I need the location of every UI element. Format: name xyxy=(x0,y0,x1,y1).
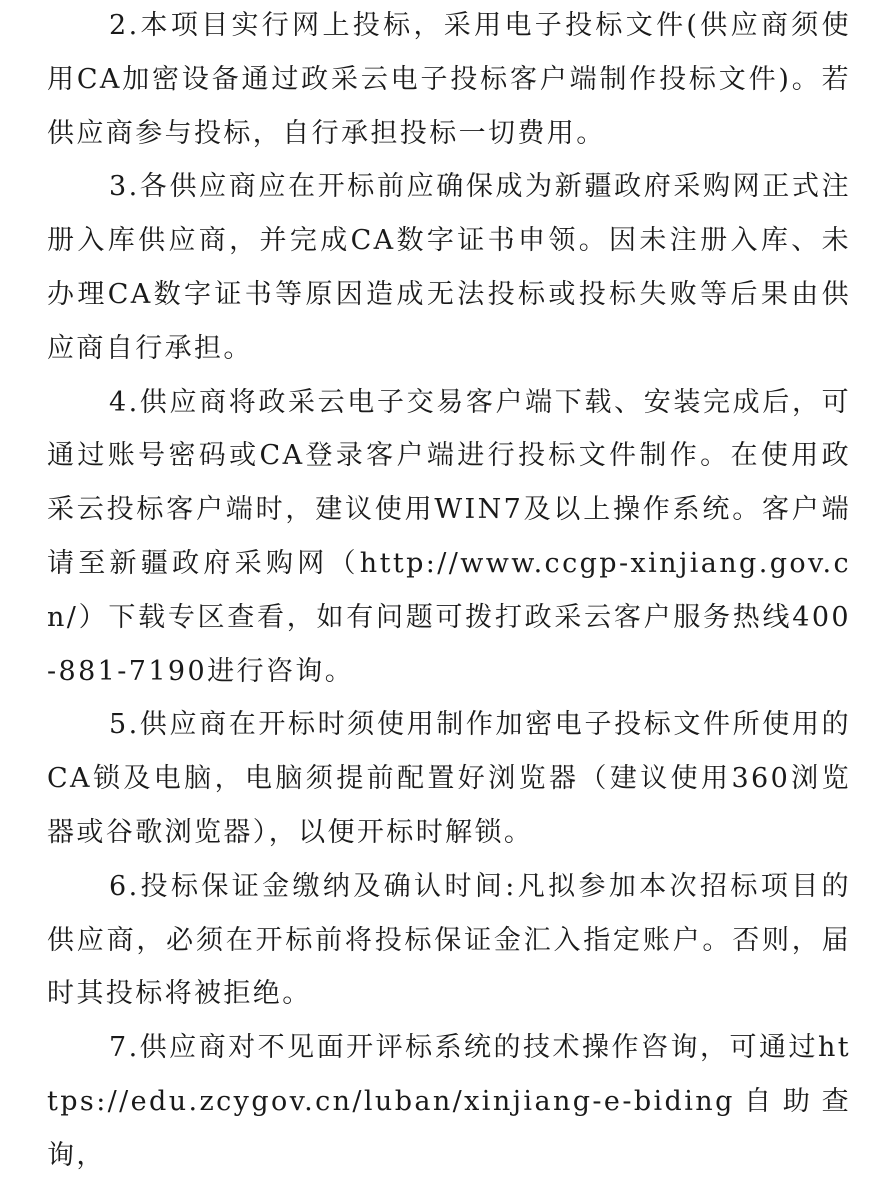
paragraph-item-4: 4.供应商将政采云电子交易客户端下载、安装完成后，可通过账号密码或CA登录客户端进行投标文件制作。在使用政采云投标客户端时，建议使用WIN7及以上操作系统。客户端请至新疆政府采购网（http://www.ccgp-xinjiang.gov.cn/）下载专区查看，如有问题可拨打政采云客户服务热线400-881-7190进行咨询。 xyxy=(47,386,851,687)
paragraph-item-6: 6.投标保证金缴纳及确认时间:凡拟参加本次招标项目的供应商，必须在开标前将投标保证金汇入指定账户。否则，届时其投标将被拒绝。 xyxy=(47,870,851,1010)
paragraph-item-7: 7.供应商对不见面开评标系统的技术操作咨询，可通过https://edu.zcygov.cn/luban/xinjiang-e-biding自助查询， xyxy=(47,1032,851,1171)
paragraph-item-5: 5.供应商在开标时须使用制作加密电子投标文件所使用的CA锁及电脑，电脑须提前配置好浏览器（建议使用360浏览器或谷歌浏览器），以便开标时解锁。 xyxy=(47,709,851,848)
paragraph-item-3: 3.各供应商应在开标前应确保成为新疆政府采购网正式注册入库供应商，并完成CA数字证书申领。因未注册入库、未办理CA数字证书等原因造成无法投标或投标失败等后果由供应商自行承担。 xyxy=(47,171,851,364)
paragraph-item-2: 2.本项目实行网上投标，采用电子投标文件(供应商须使用CA加密设备通过政采云电子投标客户端制作投标文件)。若供应商参与投标，自行承担投标一切费用。 xyxy=(47,10,851,149)
